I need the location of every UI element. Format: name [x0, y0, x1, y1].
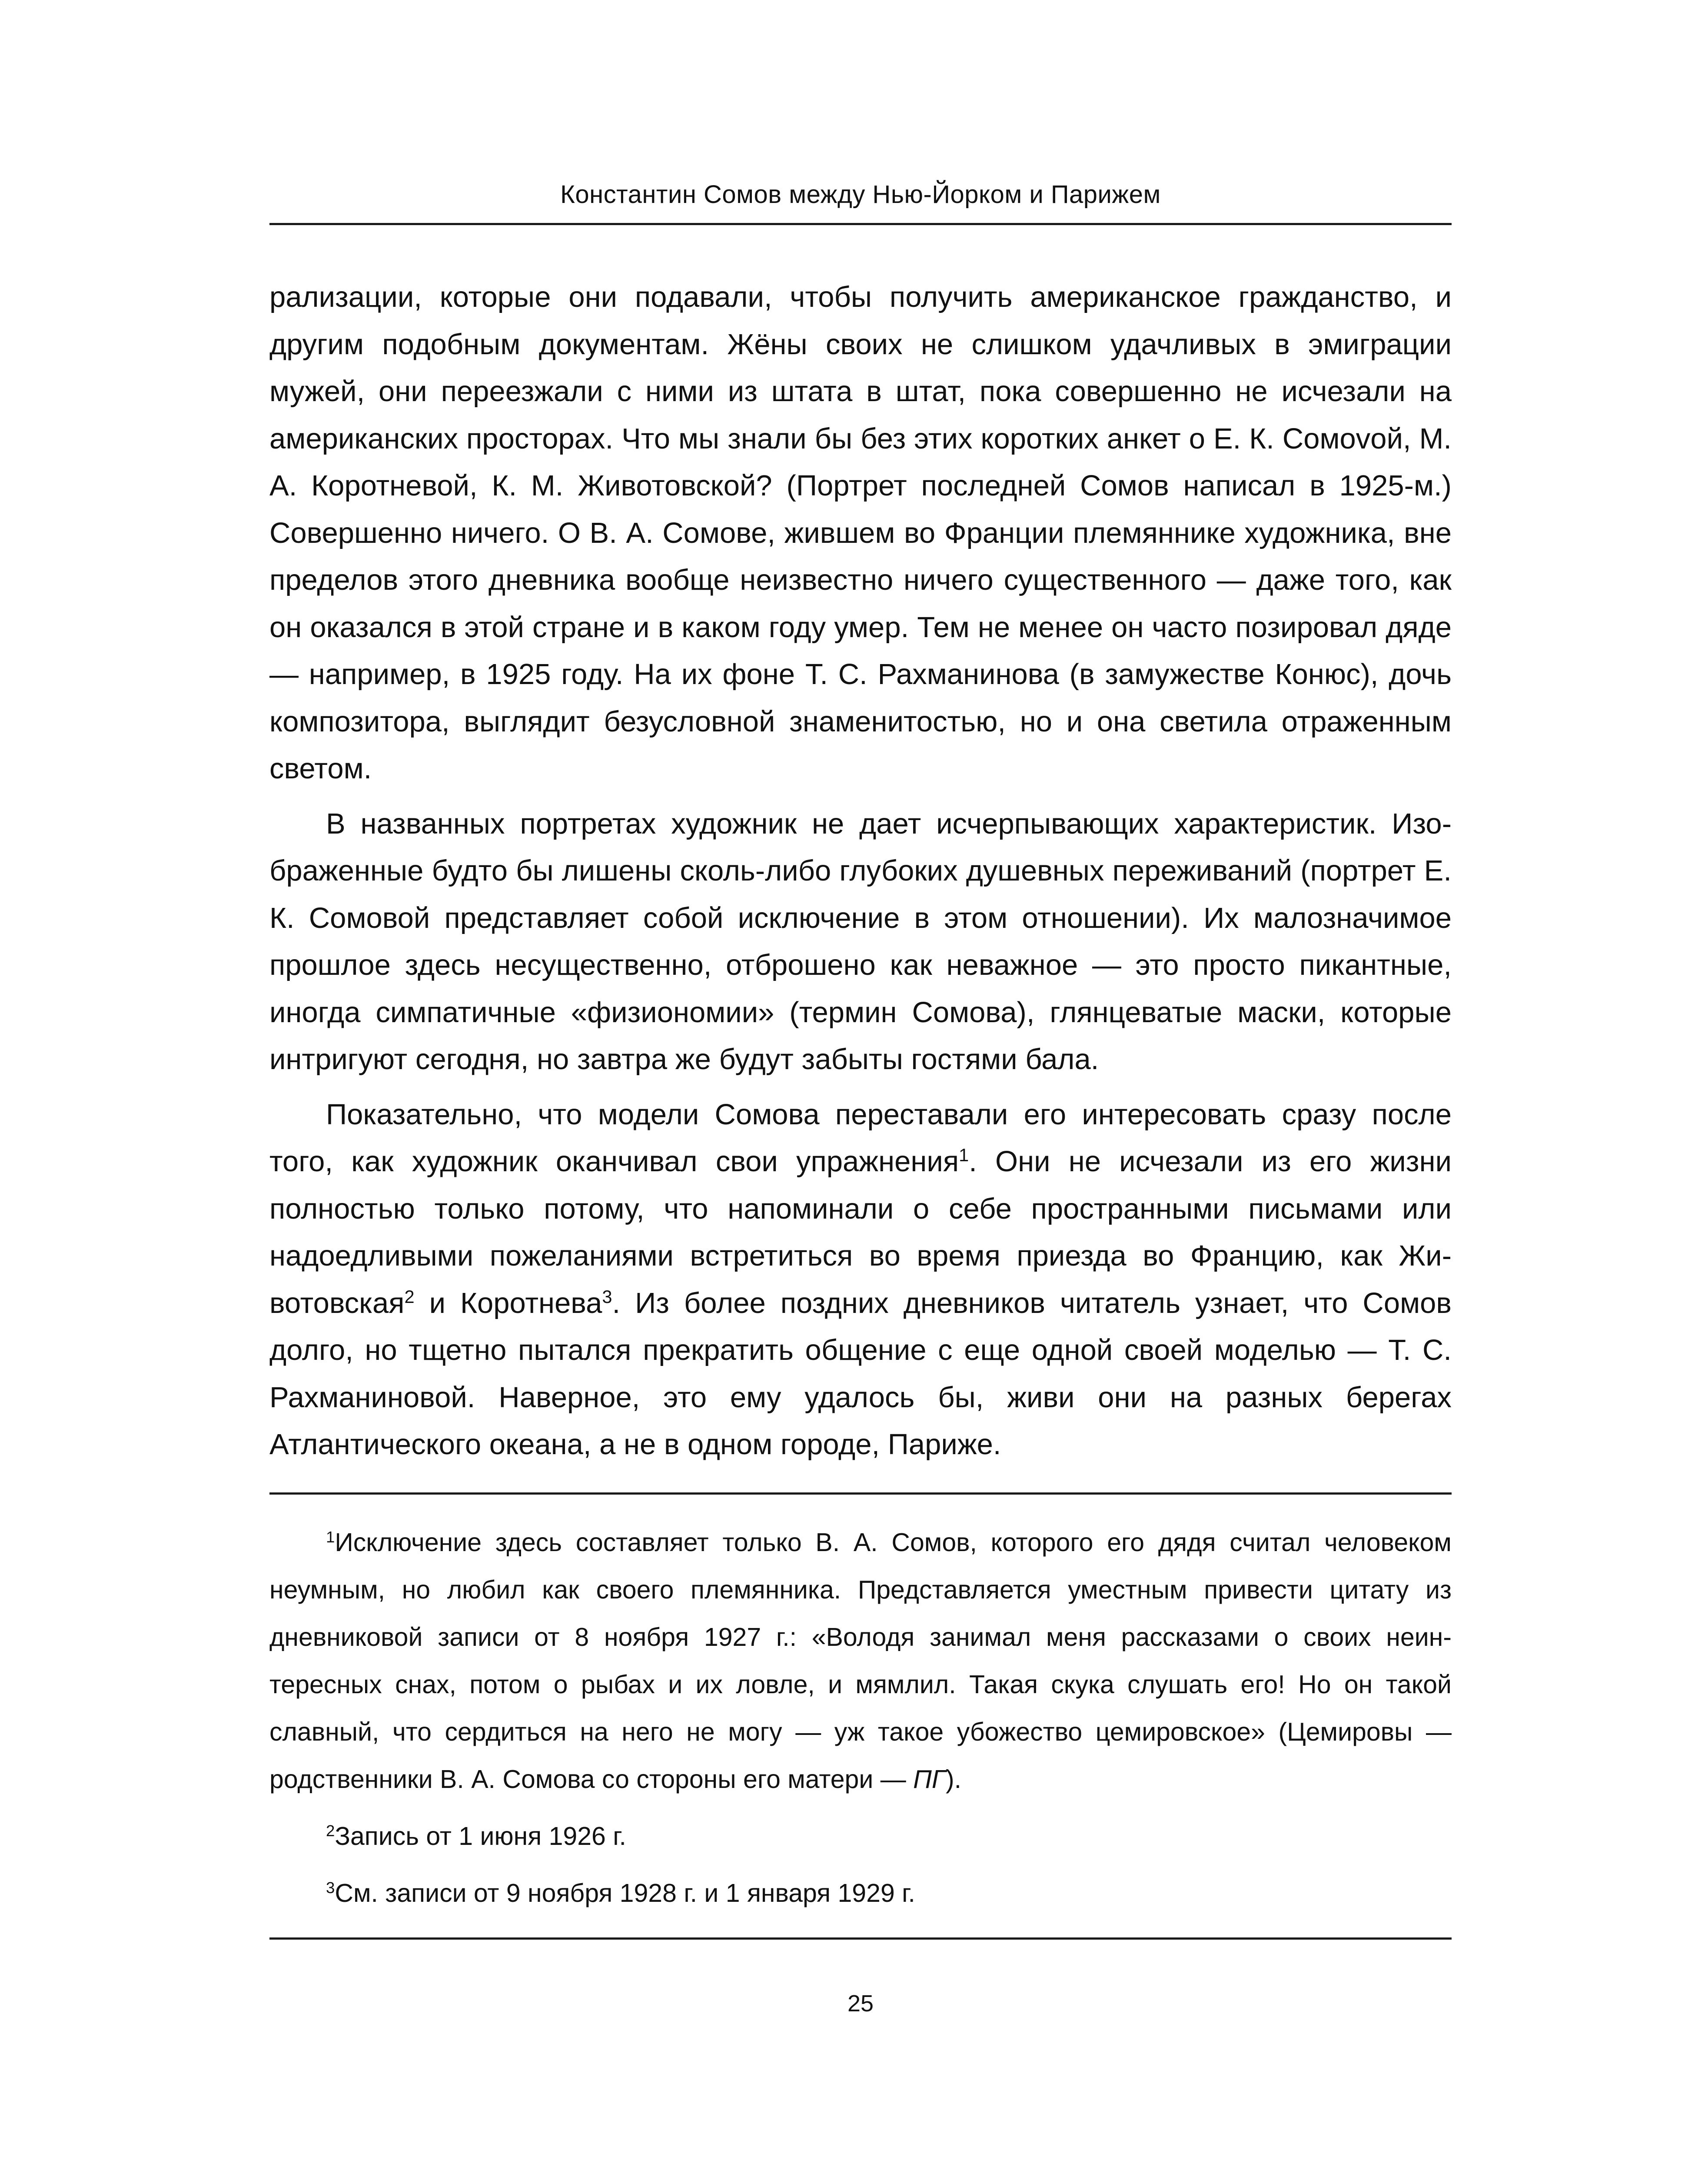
paragraph-3-part-b: . Они не исчезали из его жизни полностью только потому, что напоминали о себе пространными письмами или надоедливыми пожеланиями встретиться во время приезда во Францию, как Животовская: [269, 1145, 1452, 1319]
footnotes: [269, 1519, 1452, 1927]
footnote-3-text: См. записи от 9 ноября 1928 г. и 1 января 1929 г.: [335, 1879, 915, 1907]
main-text: [269, 274, 1452, 1476]
bottom-rule: [269, 1937, 1452, 1940]
running-title: Константин Сомов между Нью-Йорком и Парижем: [560, 180, 1161, 209]
footnote-mark-2: 2: [326, 1821, 335, 1840]
paragraph-1: рализации, которые они подавали, чтобы получить американское гражданство, и другим подобным документам. Жёны своих не слишком удачливых в эмиграции мужей, они переезжали с ними из штата в штат, пока совершенно не исчезали на американских просторах. Что мы знали бы без этих коротких анкет о Е. К. Сомоvой, М. А. Коротневой, К. М. Животовской? (Портрет последней Сомов написал в 1925-м.) Совершенно ничего. О В. А. Сомове, жившем во Франции племяннике художника, вне пределов этого дневника вообще неизвестно ничего существенного — даже того, как он оказался в этой стране и в каком году умер. Тем не менее он часто позировал дяде — например, в 1925 году. На их фоне Т. С. Рахманинова (в замужестве Конюс), дочь композитора, выглядит безусловной знаменитостью, но и она светила отраженным светом.: [269, 281, 1452, 785]
footnote-1-end: ).: [945, 1765, 962, 1794]
paragraph-3-part-c: и Коротнева: [414, 1286, 602, 1319]
paragraph-3-part-d: . Из более поздних дневников читатель узнает, что Сомов долго, но тщетно пытался прекратить общение с еще одной своей моделью — Т. С. Рахманиновой. Наверное, это ему удалось бы, живи они на разных берегах Атлантического океана, а не в одном городе, Париже.: [269, 1286, 1452, 1461]
footnote-2-text: Запись от 1 июня 1926 г.: [335, 1822, 626, 1851]
footnote-ref-1: 1: [959, 1145, 969, 1166]
footnote-mark-1: 1: [326, 1528, 335, 1546]
paragraph-3-part-a: Показательно, что модели Сомова переставали его интересовать сразу после того, как художник оканчивал свои упражнения: [269, 1098, 1452, 1178]
footnotes-rule: [269, 1492, 1452, 1495]
footnote-ref-3: 3: [602, 1286, 612, 1307]
footnote-1-initials: ПГ: [913, 1765, 946, 1794]
header-rule: [269, 223, 1452, 225]
paragraph-2: В названных портретах художник не дает исчерпывающих характеристик. Изображенные будто бы лишены сколь-либо глубоких душевных переживаний (портрет Е. К. Сомовой представляет собой исключение в этом отношении). Их малозначимое прошлое здесь несущественно, отброшено как неважное — это просто пикантные, иногда симпатичные «физиономии» (термин Сомова), глянцеватые маски, которые интригуют сегодня, но завтра же будут забыты гостями бала.: [269, 807, 1452, 1076]
footnote-1-text: Исключение здесь составляет только В. А. Сомов, которого его дядя считал человеком неумным, но любил как своего племянника. Представляется уместным привести цитату из дневниковой записи от 8 ноября 1927 г.: «Володя занимал меня рассказами о своих неинтересных снах, потом о рыбах и их ловле, и мямлил. Такая скука слушать его! Но он такой славный, что сердиться на него не могу — уж такое убожество цемировское» (Цемировы — родственники В. А. Сомова со стороны его матери —: [269, 1528, 1452, 1794]
footnote-mark-3: 3: [326, 1878, 335, 1897]
paragraph-3: [269, 1091, 1452, 1469]
footnote-2: [269, 1813, 1452, 1860]
footnote-1: [269, 1519, 1452, 1803]
footnote-ref-2: 2: [404, 1286, 415, 1307]
page-number: 25: [847, 1990, 874, 2017]
footnote-3: [269, 1870, 1452, 1917]
